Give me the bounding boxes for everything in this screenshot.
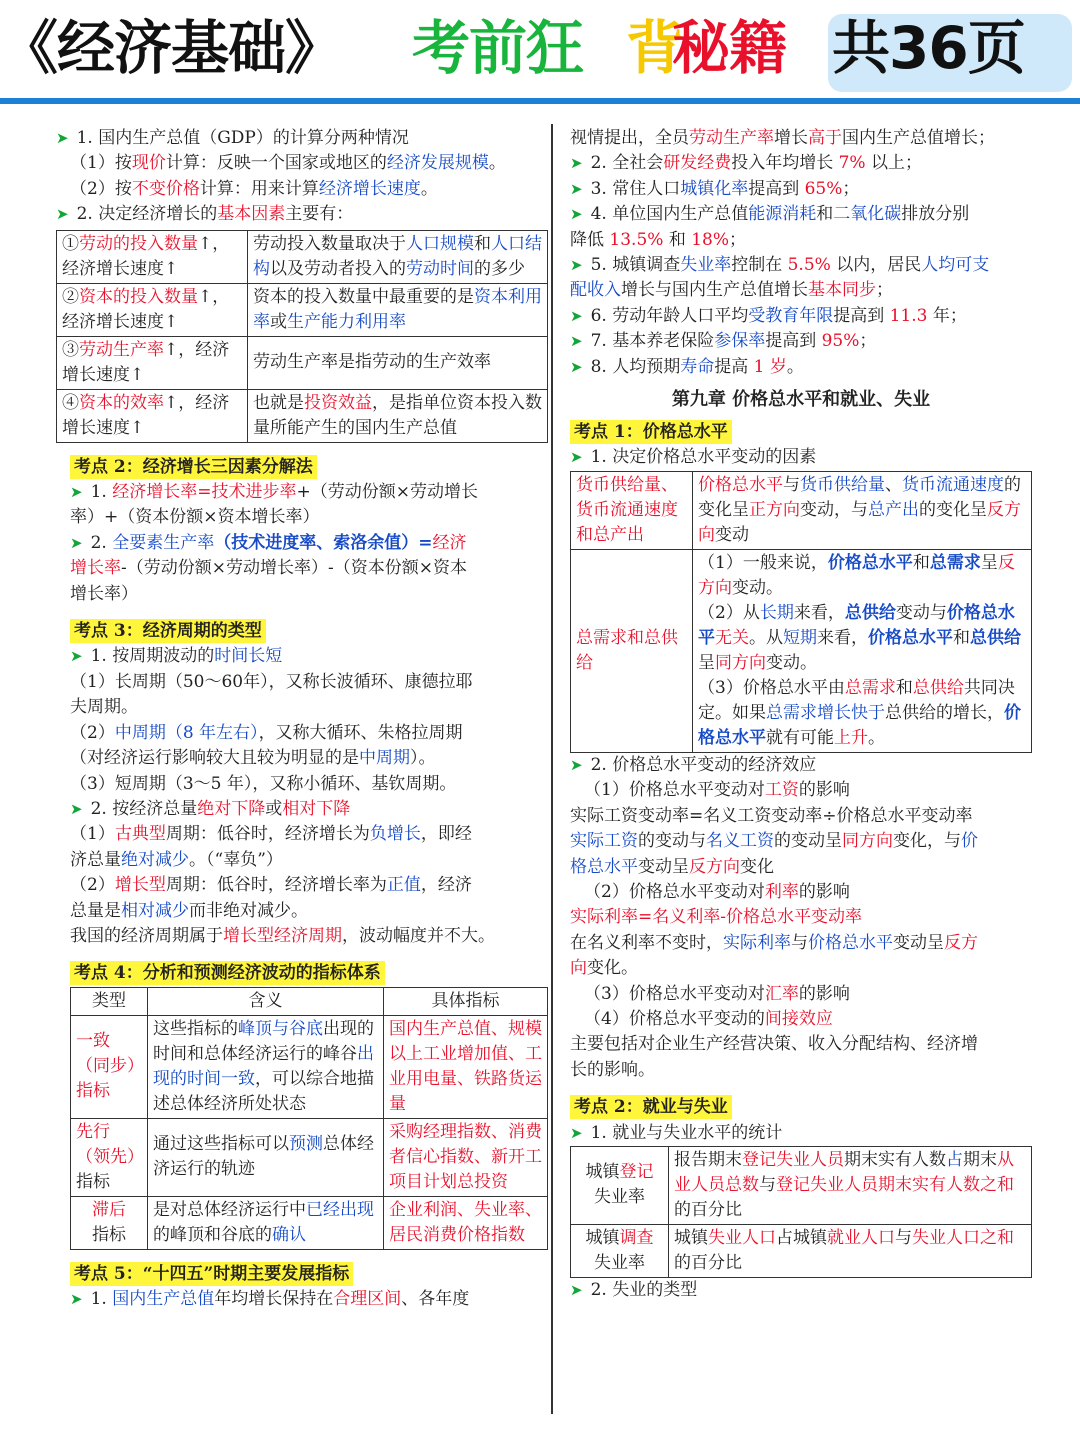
- arrow-icon: ➤: [570, 1280, 583, 1299]
- banner-page-count: 共36页: [832, 14, 1025, 82]
- column-divider: [551, 124, 553, 1414]
- arrow-icon: ➤: [570, 357, 583, 376]
- left-column: ➤ 1. 国内生产总值（GDP）的计算分两种情况 （1）按现价计算：反映一个国家或地区的经济发展规模。 （2）按不变价格计算：用来计算经济增长速度。 ➤ 2. 决定经济增长的基本因素主要有： ①劳动的投入数量↑，经济增长速度↑ 劳动投入数量取决于人口规模和人口结构以及劳动者投入的劳动时间的多少 ②资本的投入数量↑，经济增长速度↑ 资本的投入数量中最重要的是资本利用率或生产能力利用率 ③劳动生产率↑，经济增长速度↑ 劳动生产率是指劳动的生产效率 ④资本的效率↑，经济增长速度↑ 也就是投资效益，是指单位资本投入数量所能产生的国内生产总值 考点 2：经济增长三因素分解法 ➤ 1. 经济增长率=技术进步率+（劳动份额×劳动增长 率）+（资本份额×资本增长率） ➤ 2. 全要素生产率（技术进度率、索洛余值）=经济 增长率-（劳动份额×劳动增长率）-（资本份额×资本 增长率） 考点 3：经济周期的类型 ➤ 1. 按周期波动的时间长短 （1）长周期（50～60年），又称长波循环、康德拉耶 夫周期。 （2）中周期（8 年左右），又称大循环、朱格拉周期 （对经济运行影响较大且较为明显的是中周期）。 （3）短周期（3～5 年），又称小循环、基钦周期。 ➤ 2. 按经济总量绝对下降或相对下降 （1）古典型周期：低谷时，经济增长为负增长，即经 济总量绝对减少。（“辜负”） （2）增长型周期：低谷时，经济增长率为正值，经济 总量是相对减少而非绝对减少。 我国的经济周期属于增长型经济周期，波动幅度并不大。 考点 4：分析和预测经济波动的指标体系 类型 含义 具体指标 一致（同步）指标 这些指标的峰顶与谷底出现的时间和总体经济运行的峰谷出现的时间一致，可以综合地描述总体经济所处状态 国内生产总值、规模以上工业增加值、工业用电量、铁路货运量 先行（领先）指标 通过这些指标可以预测总体经济运行的轨迹 采购经理指数、消费者信心指数、新开工项目计划总投资 滞后 指标 是对总体经济运行中已经出现的峰顶和谷底的确认 企业利润、失业率、居民消费价格指数 考点 5：“十四五”时期主要发展指标 ➤ 1. 国内生产总值年均增长保持在合理区间、各年度: [56, 126, 548, 1313]
- arrow-icon: ➤: [570, 154, 583, 173]
- table-row: ②资本的投入数量↑，经济增长速度↑ 资本的投入数量中最重要的是资本利用率或生产能力利用率: [57, 283, 548, 336]
- table-row: ①劳动的投入数量↑，经济增长速度↑ 劳动投入数量取决于人口规模和人口结构以及劳动者投入的劳动时间的多少: [57, 230, 548, 283]
- growth-factors-table: [56, 230, 548, 443]
- table-row: ③劳动生产率↑，经济增长速度↑ 劳动生产率是指劳动的生产效率: [57, 336, 548, 389]
- arrow-icon: ➤: [70, 799, 83, 818]
- section-title-price: 考点 1：价格总水平: [570, 420, 1032, 445]
- section-title-k2: 考点 2：经济增长三因素分解法: [56, 455, 548, 480]
- section-title-k3: 考点 3：经济周期的类型: [56, 619, 548, 644]
- arrow-icon: ➤: [70, 1290, 83, 1309]
- banner-book-title: 《经济基础》: [0, 14, 343, 82]
- banner-text-yellow: 背: [626, 14, 684, 82]
- arrow-icon: ➤: [570, 179, 583, 198]
- table-row: 总需求和总供给 （1）一般来说，价格总水平和总需求呈反方向变动。 （2）从长期来看，总供给变动与价格总水平无关。从短期来看，价格总水平和总供给呈同方向变动。 （3）价格总水平由总需求和总供给共同决定。如果总需求增长快于总供给的增长，价格总水平就有可能上升。: [571, 549, 1032, 752]
- table-row: 滞后 指标 是对总体经济运行中已经出现的峰顶和谷底的确认 企业利润、失业率、居民消费价格指数: [71, 1196, 548, 1249]
- growth-factors-heading: ➤ 2. 决定经济增长的基本因素主要有：: [56, 204, 354, 225]
- arrow-icon: ➤: [70, 647, 83, 666]
- tfp-formula: ➤ 2. 全要素生产率（技术进度率、索洛余值）=经济: [70, 532, 467, 553]
- banner-rule: [0, 98, 1080, 104]
- arrow-icon: ➤: [56, 205, 69, 224]
- section-title-k5: 考点 5：“十四五”时期主要发展指标: [56, 1262, 548, 1287]
- arrow-icon: ➤: [570, 755, 583, 774]
- arrow-icon: ➤: [570, 256, 583, 275]
- arrow-icon: ➤: [570, 1123, 583, 1142]
- arrow-icon: ➤: [570, 306, 583, 325]
- arrow-icon: ➤: [70, 483, 83, 502]
- table-row: 城镇登记 失业率 报告期末登记失业人员期末实有人数占期末从业人员总数与登记失业人员期末实有人数之和的百分比: [571, 1146, 1032, 1224]
- arrow-icon: ➤: [56, 129, 69, 147]
- gdp-constant-price: （2）按不变价格计算：用来计算经济增长速度。: [70, 178, 438, 199]
- banner-text-red: 秘籍: [672, 14, 787, 82]
- chapter-title: 第九章 价格总水平和就业、失业: [671, 389, 931, 411]
- title-banner: [0, 0, 1080, 104]
- unemployment-table: [570, 1146, 1032, 1278]
- price-factors-table: [570, 471, 1032, 753]
- gdp-heading: ➤ 1. 国内生产总值（GDP）的计算分两种情况: [56, 128, 409, 148]
- table-row: 城镇调查 失业率 城镇失业人口占城镇就业人口与失业人口之和的百分比: [571, 1224, 1032, 1277]
- table-row: 货币供给量、货币流通速度和总产出 价格总水平与货币供给量、货币流通速度的变化呈正方向变动，与总产出的变化呈反方向变动: [571, 471, 1032, 549]
- arrow-icon: ➤: [570, 332, 583, 351]
- arrow-icon: ➤: [570, 448, 583, 467]
- banner-text-green: 考前狂: [412, 14, 584, 82]
- gdp-current-price: （1）按现价计算：反映一个国家或地区的经济发展规模。: [70, 153, 506, 174]
- table-row: ④资本的效率↑，经济增长速度↑ 也就是投资效益，是指单位资本投入数量所能产生的国内生产总值: [57, 389, 548, 442]
- indicator-table: [70, 987, 548, 1250]
- table-row: 先行（领先）指标 通过这些指标可以预测总体经济运行的轨迹 采购经理指数、消费者信心指数、新开工项目计划总投资: [71, 1118, 548, 1196]
- table-header-row: 类型 含义 具体指标: [71, 987, 548, 1015]
- section-title-k4: 考点 4：分析和预测经济波动的指标体系: [56, 961, 548, 986]
- right-column: 视情提出，全员劳动生产率增长高于国内生产总值增长； ➤ 2. 全社会研发经费投入年均增长 7% 以上； ➤ 3. 常住人口城镇化率提高到 65%； ➤ 4. 单位国内生产总值能源消耗和二氧化碳排放分别 降低 13.5% 和 18%； ➤ 5. 城镇调查失业率控制在 5.5% 以内，居民人均可支 配收入增长与国内生产总值增长基本同步； ➤ 6. 劳动年龄人口平均受教育年限提高到 11.3 年； ➤ 7. 基本养老保险参保率提高到 95%； ➤ 8. 人均预期寿命提高 1 岁。 第九章 价格总水平和就业、失业 考点 1：价格总水平 ➤ 1. 决定价格总水平变动的因素 货币供给量、货币流通速度和总产出 价格总水平与货币供给量、货币流通速度的变化呈正方向变动，与总产出的变化呈反方向变动 总需求和总供给 （1）一般来说，价格总水平和总需求呈反方向变动。 （2）从长期来看，总供给变动与价格总水平无关。从短期来看，价格总水平和总供给呈同方向变动。 （3）价格总水平由总需求和总供给共同决定。如果总需求增长快于总供给的增长，价格总水平就有可能上升。 ➤ 2. 价格总水平变动的经济效应 （1）价格总水平变动对工资的影响 实际工资变动率=名义工资变动率÷价格总水平变动率 实际工资的变动与名义工资的变动呈同方向变化，与价 格总水平变动呈反方向变化 （2）价格总水平变动对利率的影响 实际利率=名义利率-价格总水平变动率 在名义利率不变时，实际利率与价格总水平变动呈反方 向变化。 （3）价格总水平变动对汇率的影响 （4）价格总水平变动的间接效应 主要包括对企业生产经营决策、收入分配结构、经济增 长的影响。 考点 2：就业与失业 ➤ 1. 就业与失业水平的统计 城镇登记 失业率 报告期末登记失业人员期末实有人数占期末从业人员总数与登记失业人员期末实有人数之和的百分比 城镇调查 失业率 城镇失业人口占城镇就业人口与失业人口之和的百分比 ➤ 2. 失业的类型: [570, 126, 1032, 1303]
- section-title-employment: 考点 2：就业与失业: [570, 1095, 1032, 1120]
- table-row: 一致（同步）指标 这些指标的峰顶与谷底出现的时间和总体经济运行的峰谷出现的时间一致，可以综合地描述总体经济所处状态 国内生产总值、规模以上工业增加值、工业用电量、铁路货运量: [71, 1015, 548, 1118]
- growth-rate-formula: ➤ 1. 经济增长率=技术进步率+（劳动份额×劳动增长: [70, 482, 478, 503]
- arrow-icon: ➤: [570, 205, 583, 224]
- arrow-icon: ➤: [70, 533, 83, 552]
